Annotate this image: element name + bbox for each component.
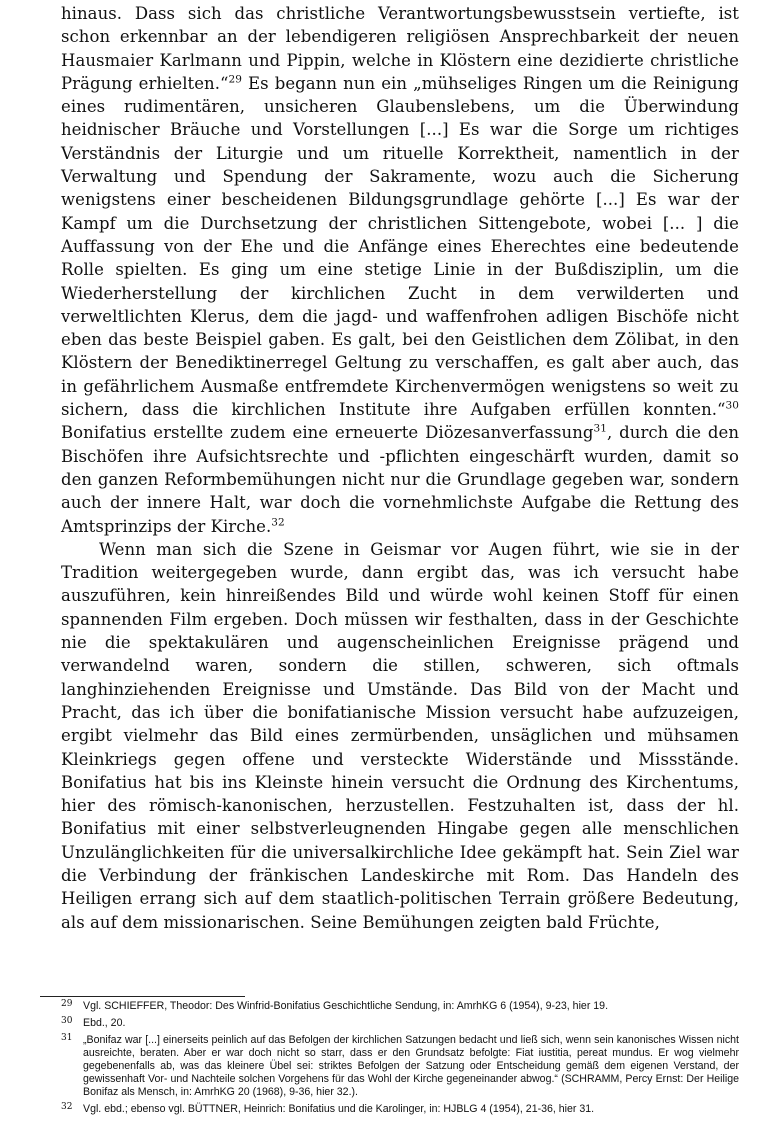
- footnote-marker: 29: [228, 73, 242, 86]
- footnote-marker: 32: [271, 516, 285, 529]
- footnote-separator: [40, 996, 245, 997]
- footnote-number: 32: [61, 1102, 73, 1112]
- footnote-number: 29: [61, 999, 73, 1009]
- footnote-number: 31: [61, 1033, 73, 1043]
- footnote: [61, 1034, 739, 1099]
- text-run: , durch die den Bischöfen ihre Aufsichtsrechte und -pflichten eingeschärft wurden, damit so den ganzen Reformbemühungen nicht nur die Grundlage gegeben war, sondern auch der innere Halt, war doch die vornehmlichste Aufgabe die Rettung des Amtsprinzips der Kirche.: [61, 423, 739, 536]
- footnote: [61, 1000, 739, 1013]
- footnote-number: 30: [61, 1016, 73, 1026]
- main-text: [61, 2, 739, 934]
- footnote-text: „Bonifaz war [...] einerseits peinlich auf das Befolgen der kirchlichen Satzungen bedacht und ließ sich, wenn sein kanonisches Wissen nicht ausreichte, beraten. Aber er war doch nicht so starr, dass er den Grundsatz befolgte: Fiat iustitia, pereat mundus. Er wog vielmehr gegebenenfalls ab, was das kleinere Übel sei: striktes Befolgen der Satzung oder Entscheidung gemäß dem eigenen Verstand, der gewissenhaft Vor- und Nachteile solchen Vorgehens für das Wohl der Kirche gegeneinander abwog.“ (SCHRAMM, Percy Ernst: Der Heilige Bonifaz als Mensch, in: AmrhKG 20 (1968), 9-36, hier 32.).: [83, 1034, 739, 1098]
- footnote: [61, 1103, 739, 1116]
- text-run: hinaus. Dass sich das christliche Verantwortungsbewusstsein vertiefte, ist schon erkennbar an der lebendigeren religiösen Ansprechbarkeit der neuen Hausmaier Karlmann und Pippin, welche in Klöstern eine dezidierte christliche Prägung erhielten.“: [61, 4, 739, 93]
- footnote-marker: 31: [593, 422, 607, 435]
- footnote-text: Vgl. ebd.; ebenso vgl. BÜTTNER, Heinrich: Bonifatius und die Karolinger, in: HJBLG 4 (1954), 21-36, hier 31.: [83, 1103, 595, 1115]
- text-run: Es begann nun ein „mühseliges Ringen um die Reinigung eines rudimentären, unsicheren Glaubenslebens, um die Überwindung heidnischer Bräuche und Vorstellungen [...] Es war die Sorge um richtiges Verständnis der Liturgie und um rituelle Korrektheit, namentlich in der Verwaltung und Spendung der Sakramente, wozu auch die Sicherung wenigstens einer bescheidenen Bildungsgrundlage gehörte [...] Es war der Kampf um die Durchsetzung der christlichen Sittengebote, wobei [... ] die Auffassung von der Ehe und die Anfänge eines Eherechtes eine bedeutende Rolle spielten. Es ging um eine stetige Linie in der Bußdisziplin, um die Wiederherstellung der kirchlichen Zucht in dem verwilderten und verweltlichten Klerus, dem die jagd- und waffenfrohen adligen Bischöfe nicht eben das beste Beispiel gaben. Es galt, bei den Geistlichen dem Zölibat, in den Klöstern der Benediktinerregel Geltung zu verschaffen, es galt aber auch, das in gefährlichem Ausmaße entfremdete Kirchenvermögen wenigstens so weit zu sichern, dass die kirchlichen Institute ihre Aufgaben erfüllen konnten.“: [61, 73, 739, 420]
- footnote-marker: 30: [725, 399, 739, 412]
- footnotes: [61, 1000, 739, 1120]
- footnote: [61, 1017, 739, 1030]
- body-paragraph: [61, 538, 739, 934]
- footnote-text: Vgl. SCHIEFFER, Theodor: Des Winfrid-Bonifatius Geschichtliche Sendung, in: AmrhKG 6 (1954), 9-23, hier 19.: [83, 1000, 609, 1012]
- body-paragraph: [61, 2, 739, 538]
- footnote-text: Ebd., 20.: [83, 1017, 126, 1029]
- text-run: Wenn man sich die Szene in Geismar vor Augen führt, wie sie in der Tradition weitergegeben wurde, dann ergibt das, was ich versucht habe auszuführen, kein hinreißendes Bild und würde wohl keinen Stoff für einen spannenden Film ergeben. Doch müssen wir festhalten, dass in der Geschichte nie die spektakulären und augenscheinlichen Ereignisse prägend und verwandelnd waren, sondern die stillen, schweren, sich oftmals langhinziehenden Ereignisse und Umstände. Das Bild von der Macht und Pracht, das ich über die bonifatianische Mission versucht habe aufzuzeigen, ergibt vielmehr das Bild eines zermürbenden, unsäglichen und mühsamen Kleinkriegs gegen offene und versteckte Widerstände und Missstände. Bonifatius hat bis ins Kleinste hinein versucht die Ordnung des Kirchentums, hier des römisch-kanonischen, herzustellen. Festzuhalten ist, dass der hl. Bonifatius mit einer selbstverleugnenden Hingabe gegen alle menschlichen Unzulänglichkeiten für die universalkirchliche Idee gekämpft hat. Sein Ziel war die Verbindung der fränkischen Landeskirche mit Rom. Das Handeln des Heiligen errang sich auf dem staatlich-politischen Terrain größere Bedeutung, als auf dem missionarischen. Seine Bemühungen zeigten bald Früchte,: [61, 539, 739, 932]
- page-body: [61, 2, 739, 934]
- text-run: Bonifatius erstellte zudem eine erneuerte Diözesanverfassung: [61, 423, 594, 443]
